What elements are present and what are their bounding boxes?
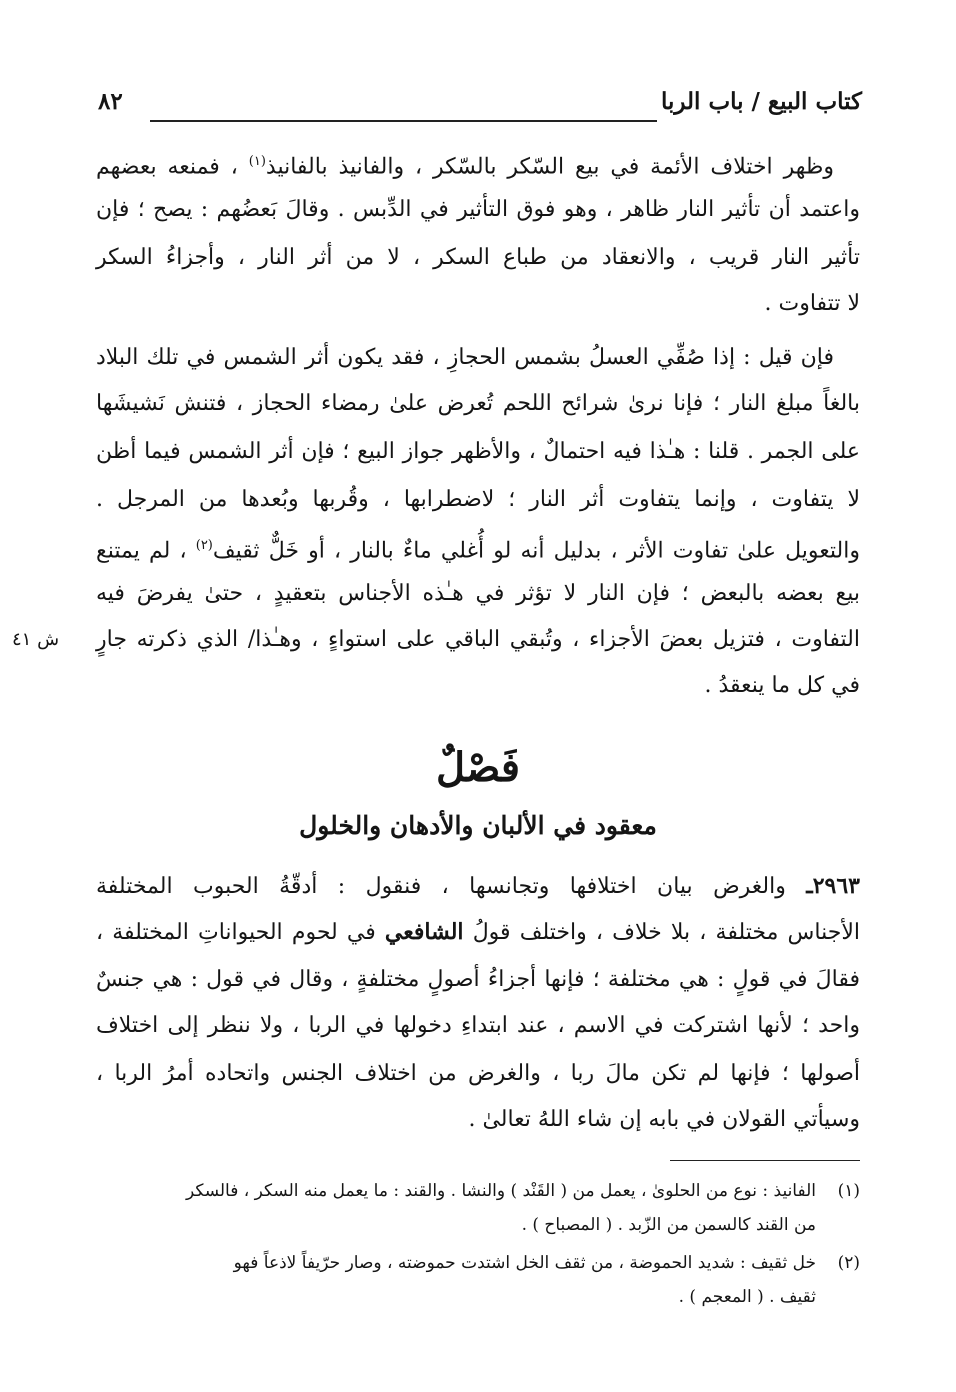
paragraph3-line-2 [96,912,860,953]
paragraph3-line-1 [96,866,860,907]
paragraph1-line-4: لا تتفاوت . [764,291,860,316]
text-run: ، لم يمتنع [96,538,196,564]
text-run: ، فمنعه بعضهم [96,154,249,180]
footnote-text: ثقيف . ( المعجم ) . [678,1287,816,1307]
header-rule-gap-right [657,117,862,123]
text-run: وظهر اختلاف الأئمة في بيع السّكر بالسّكر ، والفانيذ بالفانيذ [265,154,835,180]
footnote-1-line-2 [96,1210,860,1240]
footnote-ref-1[interactable]: (١) [248,154,266,169]
paragraph2-line-3: على الجمر . قلنا : هـٰذا فيه احتمالٌ ، والأظهر جواز البيع ؛ فإن أثر الشمس فيما أظن [96,439,860,464]
paragraph2-line-7: التفاوت ، فتزيل بعضَ الأجزاء ، وتُبقي الباقي على استواءٍ ، وهـٰذا/ الذي ذكرته جارٍ [96,627,860,652]
footnote-separator [670,1160,860,1161]
paragraph2-line-5 [96,526,860,571]
paragraph3-line-4: واحد ؛ لأنها اشتركت في الاسم ، عند ابتداءِ دخولها في الربا ، ولا ننظر إلى اختلاف [96,1013,860,1038]
text-run: فإن قيل : إذا صُفِّي العسلُ بشمس الحجازِ ، فقد يكون أثر الشمس في تلك البلاد [96,345,834,370]
footnote-2-line-2 [96,1282,860,1312]
footnote-2-line-1 [96,1248,860,1278]
footnote-1-line-1 [96,1176,860,1206]
footnote-2-number: (٢) [837,1253,860,1273]
paragraph1-line-3: تأثير النار قريب ، والانعقاد من طباع السكر ، لا من أثر النار ، وأجزاءُ السكر [96,245,860,270]
text-run: والتعويل علىٰ تفاوت الأثر ، بدليل أنه لو أُغلي ماءٌ بالنار ، أو خَلٌّ ثقيف [212,538,860,564]
margin-manuscript-note: ش ٤١ [12,629,60,650]
paragraph2-line-2: بالغاً مبلغ النار ؛ فإنا نرىٰ شرائح اللحم تُعرض علىٰ رمضاء الحجاز ، فتنش نَشيشَها [96,391,860,416]
paragraph2-line-6: بيع بعضه بالبعض ؛ فإن النار لا تؤثر في هـٰذه الأجناس بتعقيدٍ ، حتىٰ يفرضَ فيه [96,581,860,606]
footnote-1-number: (١) [837,1181,860,1201]
issue-number: ٢٩٦٣ـ [806,873,860,899]
footnote-text: الفانيذ : نوع من الحلوىٰ ، يعمل من ( القَنْد ) والنشا . والقند : ما يعمل منه السكر ، فالسكر [185,1181,816,1201]
paragraph3-line-6: وسيأتي القولان في بابه إن شاء اللهُ تعالىٰ . [468,1107,860,1132]
footnote-ref-2[interactable]: (٢) [195,538,213,553]
paragraph2-line-1 [96,338,860,378]
section-label: فَصْلٌ [435,744,521,791]
header-rule-gap-left [98,117,150,123]
text-run: الأجناس مختلفة ، بلا خلاف ، واختلف قولُ [463,920,860,945]
paragraph1-line-2: واعتمد أن تأثير النار ظاهر ، وهو فوق التأثير في الدِّبس . وقالَ بَعضُهم : يصح ؛ فإن [96,197,860,222]
text-run: والغرض بيان اختلافها وتجانسها ، فنقول : أدقّةُ الحبوب المختلفة [96,874,807,899]
footnote-text: من القند كالسمن من الزّبد . ( المصباح ) . [521,1215,816,1235]
footnote-text: خل ثقيف : شديد الحموضة ، من ثقف الخل اشتدت حموضته ، وصار حرّيفاً لاذعاً فهو [233,1253,816,1273]
paragraph1-line-1 [96,142,860,187]
page-number: ٨٢ [98,88,123,115]
section-heading: معقود في الألبان والأدهان والخلول [299,811,657,840]
paragraph3-line-3: فقالَ في قولٍ : هي مختلفة ؛ فإنها أجزاءُ أصولٍ مختلفةٍ ، وقال في قول : هي جنسٌ [96,967,860,992]
paragraph2-line-4: لا يتفاوت ، وإنما يتفاوت أثر النار ؛ لاضطرابها ، وقُربها وبُعدها من المرجل . [96,487,860,512]
scholar-name: الشافعي [384,919,464,945]
paragraph3-line-5: أصولها ؛ فإنها لم تكن مالَ ربا ، والغرض من اختلاف الجنس واتحاده أمرُ الربا ، [96,1061,860,1086]
running-header [98,86,862,122]
header-title: كتاب البيع / باب الربا [660,88,862,115]
paragraph2-line-8: في كل ما ينعقدُ . [704,673,860,698]
text-run: في لحوم الحيواناتِ المختلفة ، [96,920,385,945]
